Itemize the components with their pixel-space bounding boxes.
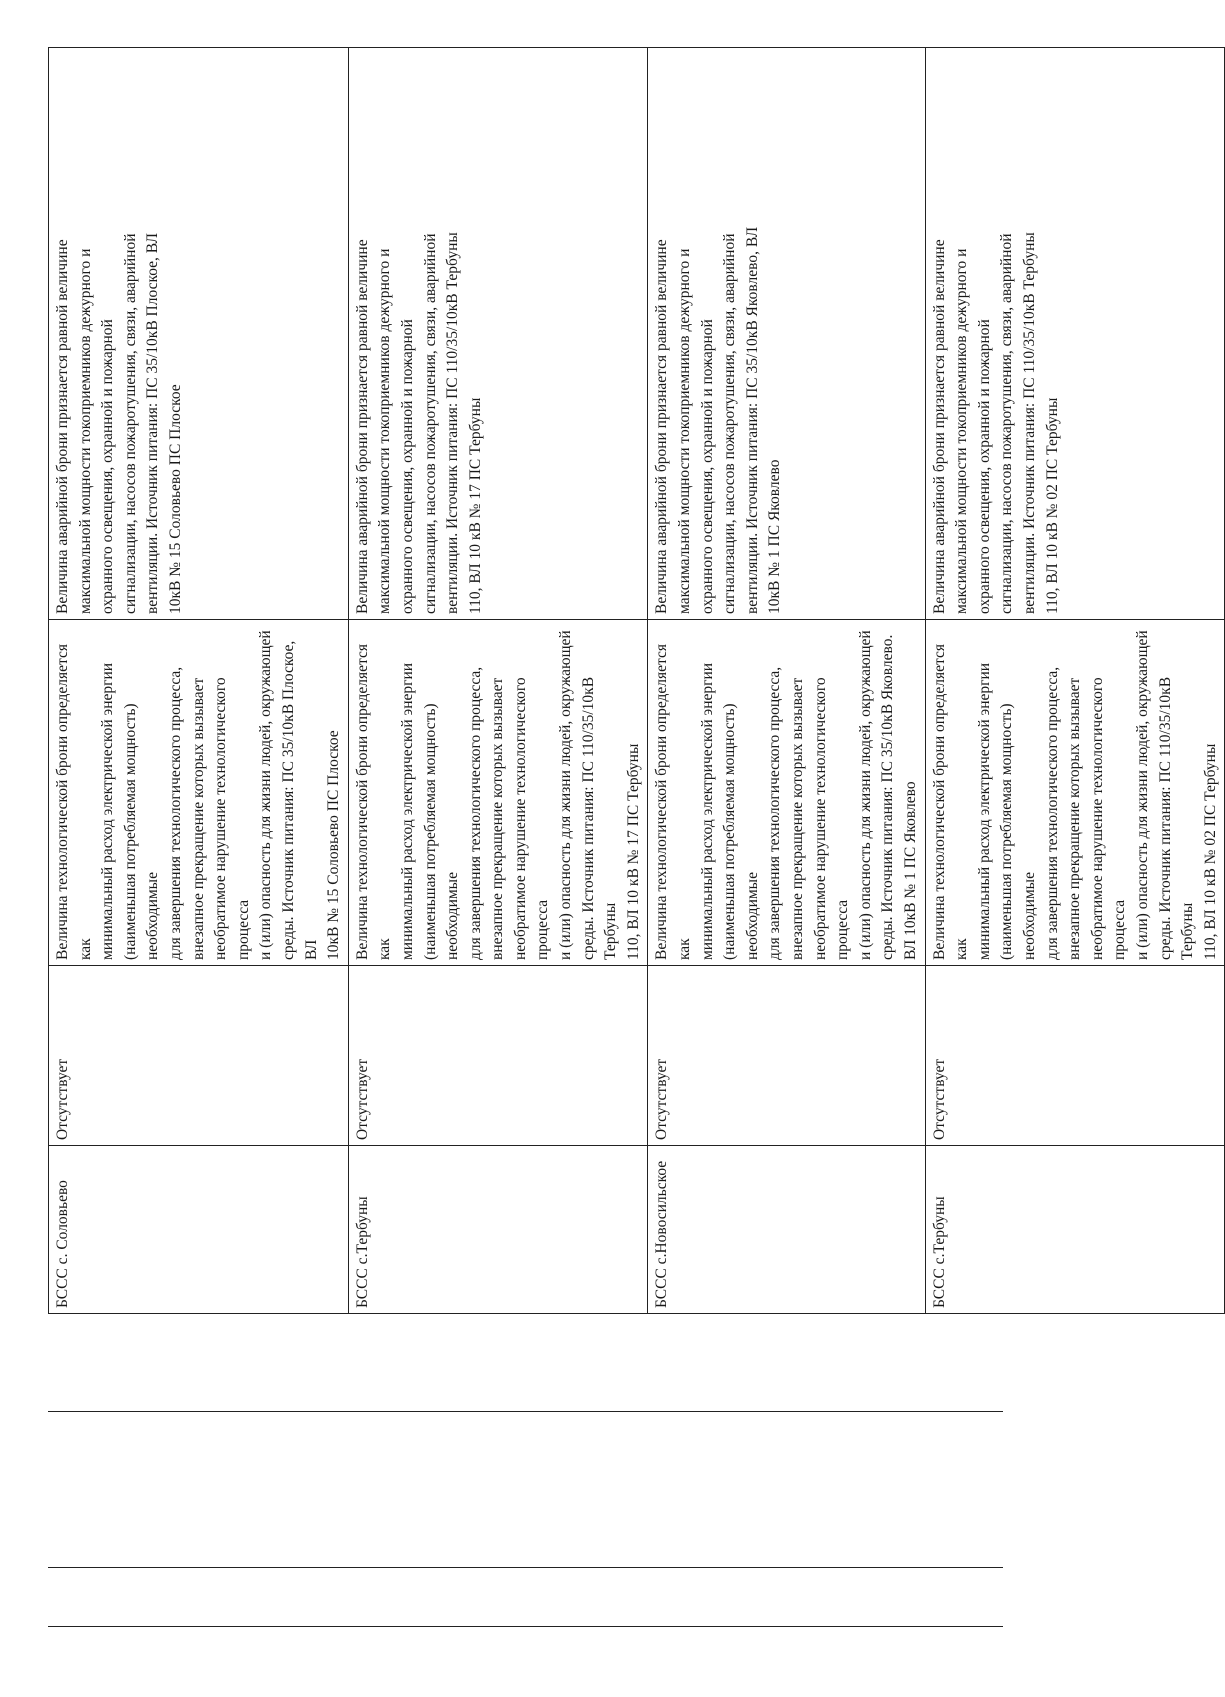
table-row xyxy=(348,48,648,1314)
emergency-reserve-text: Величина аварийной брони признается равной величине максимальной мощности токоприемников дежурного и охранного освещения, охранной и пожарной сигнализации, насосов пожаротушения, связи, аварийной вентиляции. Источник питания: ПС 35/10кВ Яковлево, ВЛ 10кВ № 1 ПС Яковлево xyxy=(653,226,784,614)
emergency-reserve-cell xyxy=(925,48,1225,620)
emergency-reserve-cell xyxy=(648,48,925,620)
table-row xyxy=(49,48,349,1314)
status-cell xyxy=(348,966,648,1146)
reserve-table xyxy=(48,47,1225,1314)
divider-line xyxy=(48,1624,1003,1627)
status-cell xyxy=(49,966,349,1146)
status-text: Отсутствует xyxy=(353,1058,371,1140)
tech-reserve-cell xyxy=(648,620,925,966)
tech-reserve-text: Величина технологической брони определяется как минимальный расход электрической энергии (наименьшая потребляемая мощность) необходимые для завершения технологического процесса, внезапное прекращение которых вызывает необратимое нарушение технологического процесса и (или) опасность для жизни людей, окружающей среды. Источник питания: ПС 110/35/10кВ Тербуны 110, ВЛ 10 кВ № 17 ПС Тербуны xyxy=(353,630,642,960)
emergency-reserve-text: Величина аварийной брони признается равной величине максимальной мощности токоприемников дежурного и охранного освещения, охранной и пожарной сигнализации, насосов пожаротушения, связи, аварийной вентиляции. Источник питания: ПС 35/10кВ Плоское, ВЛ 10кВ № 15 Соловьево ПС Плоское xyxy=(54,232,184,614)
tech-reserve-cell xyxy=(348,620,648,966)
emergency-reserve-text: Величина аварийной брони признается равной величине максимальной мощности токоприемников дежурного и охранного освещения, охранной и пожарной сигнализации, насосов пожаротушения, связи, аварийной вентиляции. Источник питания: ПС 110/35/10кВ Тербуны 110, ВЛ 10 кВ № 17 ПС Тербуны xyxy=(353,232,484,614)
object-cell xyxy=(648,1146,925,1314)
table-row xyxy=(925,48,1225,1314)
tech-reserve-cell xyxy=(49,620,349,966)
divider-line xyxy=(48,1409,1003,1412)
tech-reserve-text: Величина технологической брони определяется как минимальный расход электрической энергии (наименьшая потребляемая мощность) необходимые для завершения технологического процесса, внезапное прекращение которых вызывает необратимое нарушение технологического процесса и (или) опасность для жизни людей, окружающей среды. Источник питания: ПС 110/35/10кВ Тербуны 110, ВЛ 10 кВ № 02 ПС Тербуны xyxy=(930,630,1219,960)
object-cell xyxy=(348,1146,648,1314)
emergency-reserve-cell xyxy=(348,48,648,620)
divider-line xyxy=(48,1565,1003,1568)
object-cell xyxy=(925,1146,1225,1314)
emergency-reserve-cell xyxy=(49,48,349,620)
status-text: Отсутствует xyxy=(653,1058,671,1140)
tech-reserve-text: Величина технологической брони определяется как минимальный расход электрической энергии (наименьшая потребляемая мощность) необходимые для завершения технологического процесса, внезапное прекращение которых вызывает необратимое нарушение технологического процесса и (или) опасность для жизни людей, окружающей среды. Источник питания: ПС 35/10кВ Яковлево. ВЛ 10кВ № 1 ПС Яковлево xyxy=(653,630,919,960)
object-name: БССС с. Соловьево xyxy=(54,1180,71,1308)
object-name: БССС с.Тербуны xyxy=(353,1196,371,1308)
object-cell xyxy=(49,1146,349,1314)
object-name: БССС с.Тербуны xyxy=(930,1196,948,1308)
status-text: Отсутствует xyxy=(930,1058,948,1140)
emergency-reserve-text: Величина аварийной брони признается равной величине максимальной мощности токоприемников дежурного и охранного освещения, охранной и пожарной сигнализации, насосов пожаротушения, связи, аварийной вентиляции. Источник питания: ПС 110/35/10кВ Тербуны 110, ВЛ 10 кВ № 02 ПС Тербуны xyxy=(930,232,1061,614)
status-cell xyxy=(648,966,925,1146)
tech-reserve-text: Величина технологической брони определяется как минимальный расход электрической энергии (наименьшая потребляемая мощность) необходимые для завершения технологического процесса, внезапное прекращение которых вызывает необратимое нарушение технологического процесса и (или) опасность для жизни людей, окружающей среды. Источник питания: ПС 35/10кВ Плоское, ВЛ 10кВ № 15 Соловьево ПС Плоское xyxy=(54,630,343,960)
table-row xyxy=(648,48,925,1314)
tech-reserve-cell xyxy=(925,620,1225,966)
status-cell xyxy=(925,966,1225,1146)
status-text: Отсутствует xyxy=(54,1058,71,1140)
object-name: БССС с.Новосильское xyxy=(653,1160,671,1308)
